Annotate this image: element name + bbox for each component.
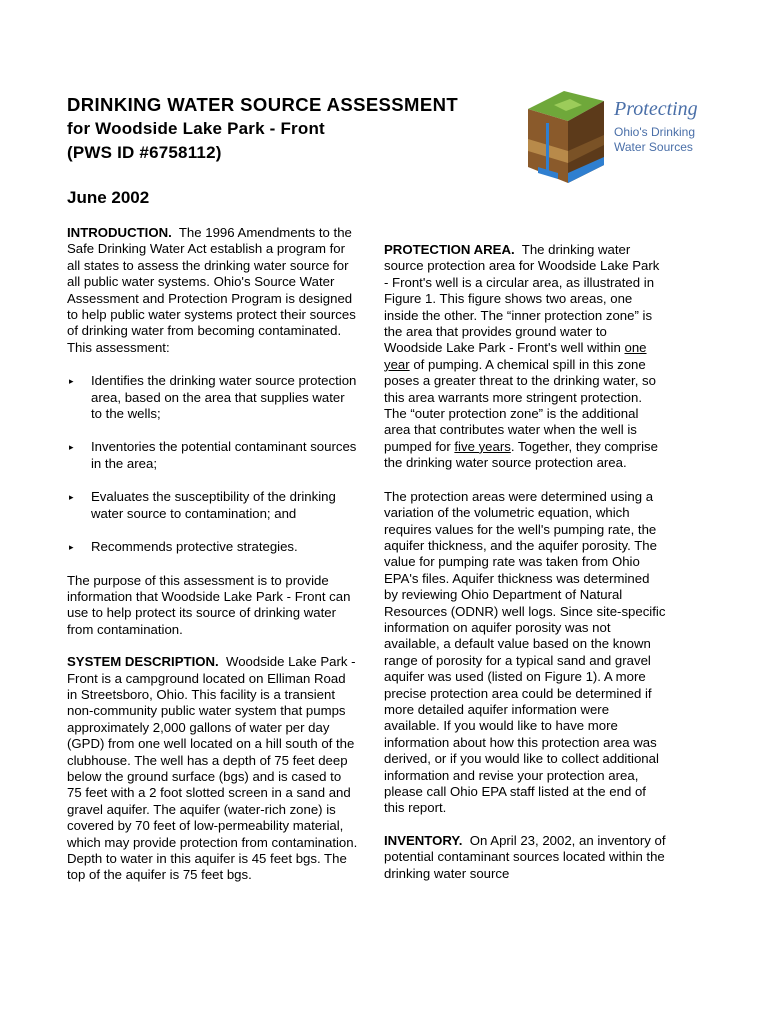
logo-line-2: Ohio's Drinking xyxy=(614,125,695,139)
intro-text: The 1996 Amendments to the Safe Drinking Water Act establish a program for all states to assess the drinking water source for all public water systems. Ohio's Source Water Assessment and Protection Program is designed to help public water systems protect their sources of drinking water from becoming contaminated. This assessment: xyxy=(67,225,356,355)
list-item: ▸ Identifies the drinking water source protection area, based on the area that supplies water to the wells; xyxy=(69,373,357,422)
logo-line-3: Water Sources xyxy=(614,140,693,154)
protection-method-paragraph: The protection areas were determined using a variation of the volumetric equation, which requires values for the well's pumping rate, the aquifer thickness, and the aquifer porosity. The value for pumping rate was taken from Ohio EPA's files. Aquifer thickness was determined by reviewing Ohio Department of Natural Resources (ODNR) well logs. Since site-specific information on aquifer porosity was not available, a default value based on the known range of porosity for a typical sand and gravel aquifer was used (listed on Figure 1). A more precise protection area could be determined if more detailed aquifer information were available. If you would like to have more information about how this protection area was derived, or if you would like to collect additional information and revise your protection area, please call Ohio EPA staff listed at the end of this report. xyxy=(384,488,666,816)
intro-paragraph xyxy=(67,225,359,356)
bullet-icon: ▸ xyxy=(69,442,74,453)
logo-line-1: Protecting xyxy=(614,98,698,120)
protecting-ohio-water-logo xyxy=(524,79,698,197)
document-title xyxy=(67,93,517,165)
system-paragraph xyxy=(67,654,359,884)
protection-paragraph: PROTECTION AREA. The drinking water source protection area for Woodside Lake Park - Front's well is a circular area, as illustrated in Figure 1. This figure shows two areas, one inside the other. The “inner protection zone” is the area that provides ground water to Woodside Lake Park - Front's well within one year of pumping. A chemical spill in this zone poses a greater threat to the drinking water, so this area warrants more stringent protection. The “outer protection zone” is the additional area that contributes water when the well is pumped for five years. Together, they comprise the drinking water source protection area. xyxy=(384,242,660,471)
title-line-2: for Woodside Lake Park - Front xyxy=(67,119,325,138)
system-text: Woodside Lake Park - Front is a campground located on Elliman Road in Streetsboro, Ohio. This facility is a transient non-community public water system that pumps approximately 2,000 gallons of water per day (GPD) from one well located on a hill south of the clubhouse. The well has a depth of 75 feet deep below the ground surface (bgs) and is cased to 75 feet with a 2 foot slotted screen in a sand and gravel aquifer. The aquifer (water-rich zone) is covered by 70 feet of low-permeability material, which may provide protection from contamination. Depth to water in this aquifer is 45 feet bgs. The top of the aquifer is 75 feet bgs. xyxy=(67,654,358,883)
intro-heading: INTRODUCTION. xyxy=(67,225,172,240)
title-line-1: DRINKING WATER SOURCE ASSESSMENT xyxy=(67,94,459,115)
five-years-term: five years xyxy=(454,438,511,454)
bullet-icon: ▸ xyxy=(69,376,74,387)
purpose-paragraph: The purpose of this assessment is to provide information that Woodside Lake Park - Front can use to help protect its source of drinking water from contamination. xyxy=(67,572,351,637)
title-line-3: (PWS ID #6758112) xyxy=(67,143,222,162)
inventory-text: On April 23, 2002, an inventory of potential contaminant sources located within the drinking water source xyxy=(384,832,666,881)
left-column xyxy=(67,225,359,884)
list-item: ▸ Inventories the potential contaminant sources in the area; xyxy=(69,439,357,471)
inventory-paragraph xyxy=(384,833,666,882)
assessment-list xyxy=(67,373,359,555)
bullet-icon: ▸ xyxy=(69,542,74,553)
list-item: ▸ Recommends protective strategies. xyxy=(69,539,298,555)
bullet-icon: ▸ xyxy=(69,492,74,503)
document-date: June 2002 xyxy=(67,188,150,207)
landscape-block-icon xyxy=(528,91,604,183)
right-column xyxy=(384,242,666,882)
one-year-term: one year xyxy=(384,340,647,372)
system-heading: SYSTEM DESCRIPTION. xyxy=(67,654,219,670)
list-item: ▸ Evaluates the susceptibility of the drinking water source to contamination; and xyxy=(69,489,336,521)
protection-heading: PROTECTION AREA. xyxy=(384,242,515,257)
inventory-heading: INVENTORY. xyxy=(384,832,463,848)
